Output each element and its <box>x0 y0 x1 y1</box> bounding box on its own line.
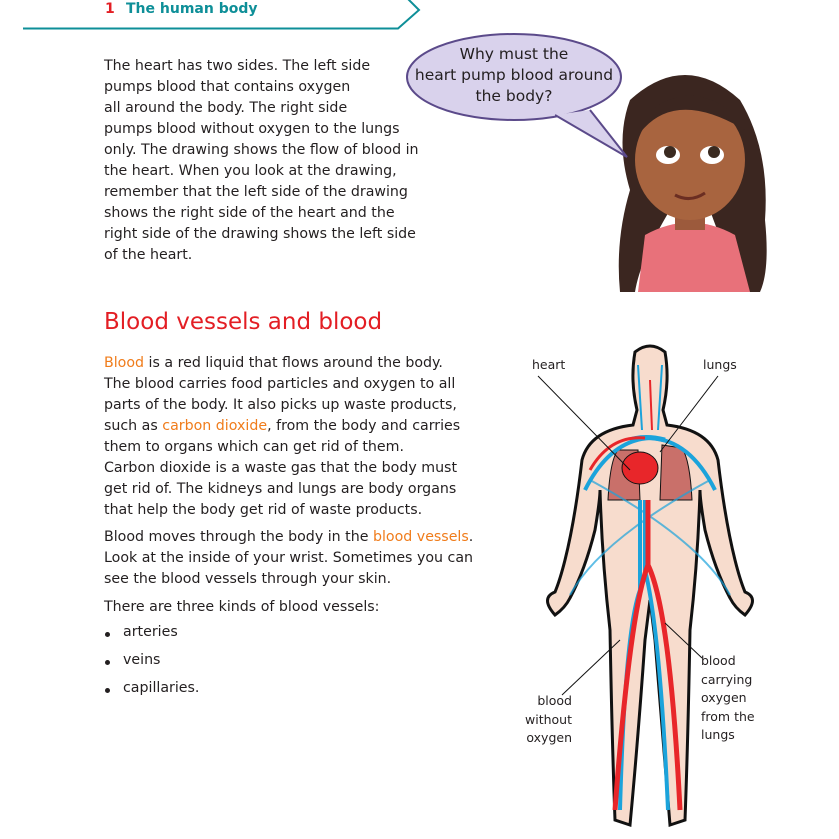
text-line: is a red liquid that flows around the body. <box>144 355 443 371</box>
blood-paragraph <box>104 353 460 521</box>
vessels-paragraph <box>104 527 473 590</box>
keyword-carbon-dioxide: carbon dioxide <box>162 418 268 434</box>
label-line: from the <box>701 708 755 724</box>
intro-paragraph <box>104 56 419 266</box>
text-line: The blood carries food particles and oxygen to all <box>104 376 456 392</box>
text-line: The heart has two sides. The left side <box>104 58 371 74</box>
keyword-blood-vessels: blood vessels <box>372 529 469 545</box>
vessel-types-list <box>104 624 199 708</box>
text-line: them to organs which can get rid of them. <box>104 439 404 455</box>
label-line: carrying <box>701 671 753 687</box>
speech-bubble-text <box>405 44 623 107</box>
label-line: oxygen <box>701 690 747 705</box>
text-line: the heart. When you look at the drawing, <box>104 163 397 179</box>
label-blood-with-oxygen <box>701 652 755 745</box>
text-line: such as <box>104 418 163 434</box>
label-blood-without-oxygen <box>524 692 572 748</box>
text-line: pumps blood that contains oxygen <box>104 79 351 95</box>
keyword-blood: Blood <box>104 355 145 371</box>
text-line: right side of the drawing shows the left side <box>104 226 416 242</box>
text-line: pumps blood without oxygen to the lungs <box>104 121 400 137</box>
label-line: oxygen <box>526 730 572 745</box>
label-line: blood <box>701 653 736 668</box>
text-line: , from the body and carries <box>267 418 461 434</box>
text-line: that help the body get rid of waste products. <box>104 502 423 518</box>
bubble-line: Why must the <box>459 45 569 63</box>
text-line: Blood moves through the body in the <box>104 529 373 545</box>
label-lungs: lungs <box>703 357 737 372</box>
label-line: lungs <box>701 727 735 742</box>
text-line: only. The drawing shows the flow of blood in <box>104 142 419 158</box>
bubble-line: heart pump blood around <box>414 66 614 84</box>
bubble-line: the body? <box>475 87 553 105</box>
list-item: veins <box>104 652 199 680</box>
text-line: get rid of. The kidneys and lungs are body organs <box>104 481 457 497</box>
text-line: Carbon dioxide is a waste gas that the body must <box>104 460 458 476</box>
circulatory-system-diagram <box>520 340 780 839</box>
text-line: remember that the left side of the drawing <box>104 184 408 200</box>
text-line: Look at the inside of your wrist. Sometimes you can <box>104 550 474 566</box>
kinds-intro: There are three kinds of blood vessels: <box>104 599 380 615</box>
list-item: capillaries. <box>104 680 199 708</box>
label-line: without <box>525 711 572 727</box>
text-line: shows the right side of the heart and the <box>104 205 395 221</box>
text-line: see the blood vessels through your skin. <box>104 571 392 587</box>
speech-bubble-tail <box>555 105 635 165</box>
label-heart: heart <box>532 357 566 372</box>
chapter-number: 1 <box>105 1 115 17</box>
chapter-title: The human body <box>126 1 258 17</box>
text-line: . <box>468 529 474 545</box>
text-line: parts of the body. It also picks up waste products, <box>104 397 457 413</box>
section-heading: Blood vessels and blood <box>104 309 383 335</box>
label-line: blood <box>537 693 572 708</box>
text-line: of the heart. <box>104 247 193 263</box>
text-line: all around the body. The right side <box>104 100 348 116</box>
list-item: arteries <box>104 624 199 652</box>
